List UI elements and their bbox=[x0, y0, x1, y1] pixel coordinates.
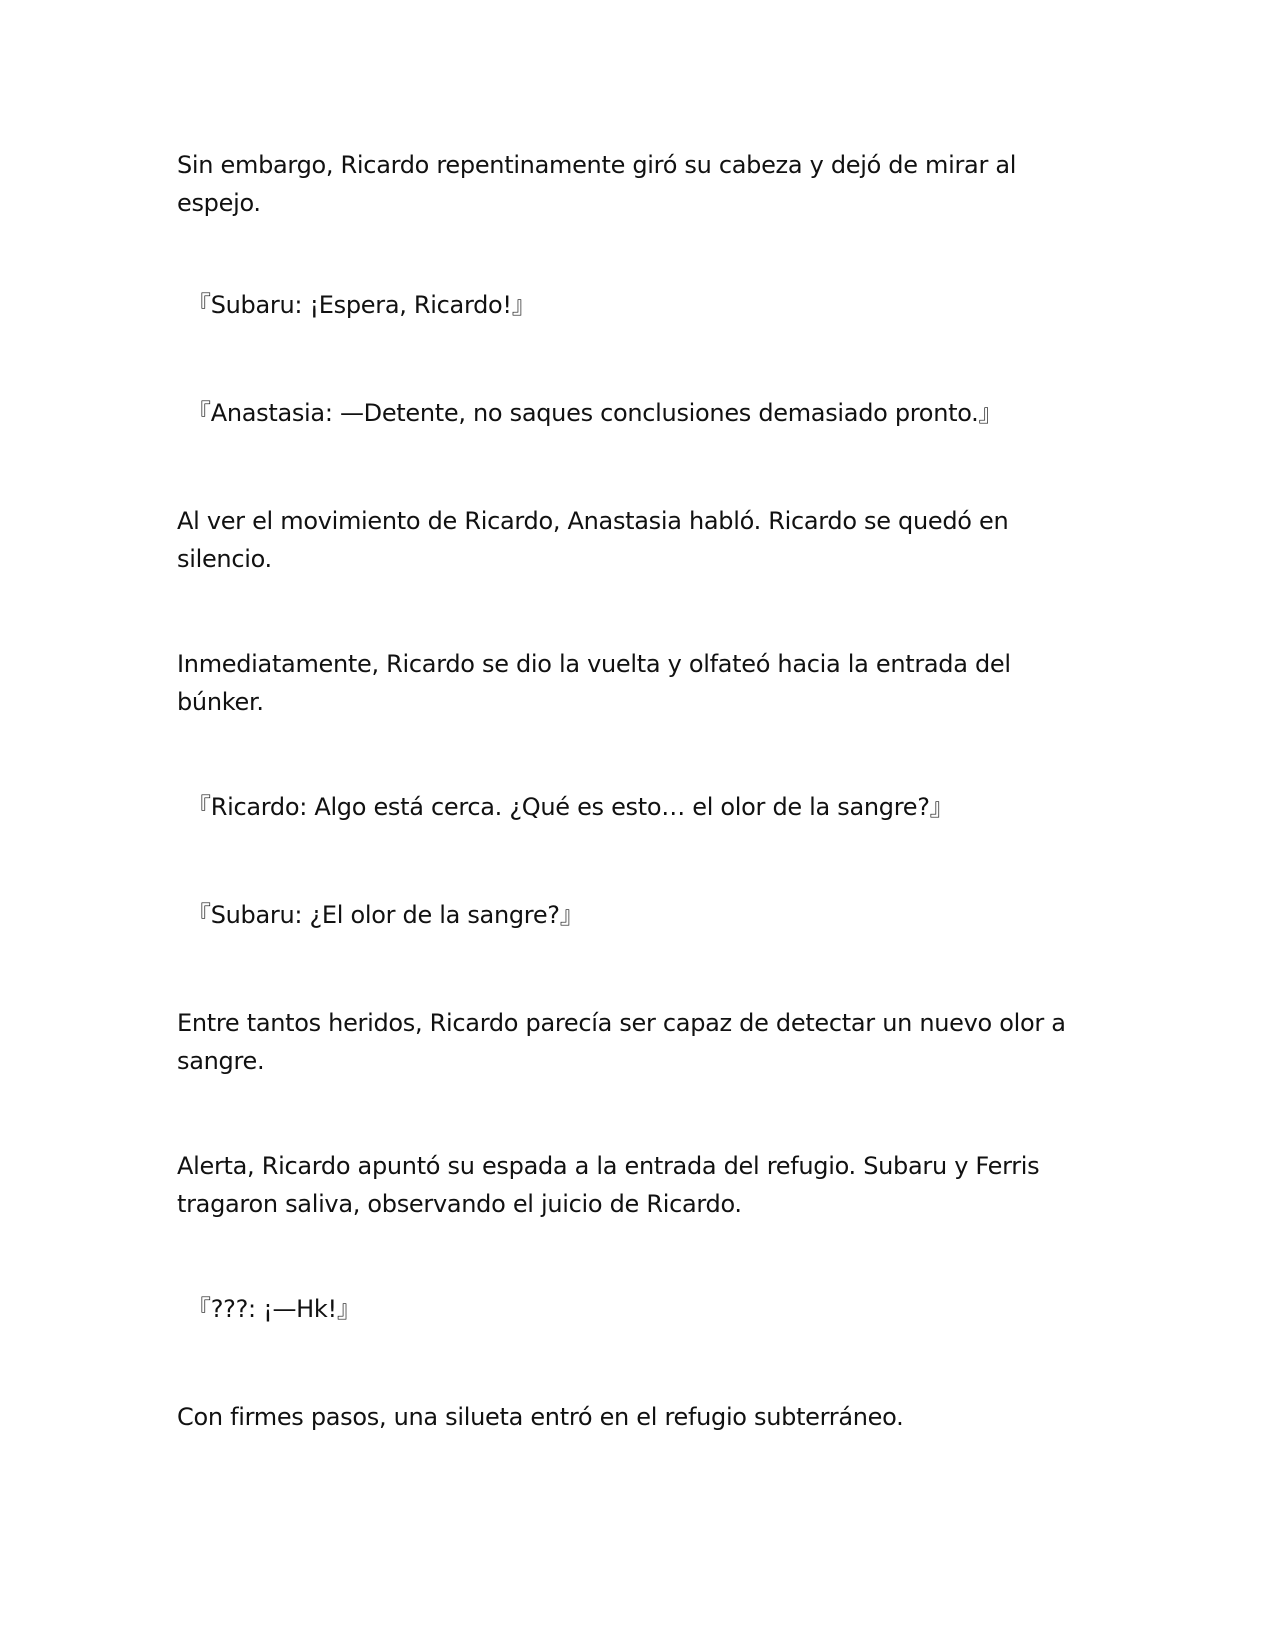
paragraph-narration: Sin embargo, Ricardo repentinamente giró su cabeza y dejó de mirar al espejo. bbox=[177, 151, 1017, 217]
paragraph-dialogue: 『???: ¡—Hk!』 bbox=[187, 1295, 361, 1323]
paragraph-dialogue: 『Subaru: ¿El olor de la sangre?』 bbox=[187, 901, 584, 929]
paragraph-narration: Entre tantos heridos, Ricardo parecía ser capaz de detectar un nuevo olor a sangre. bbox=[177, 1009, 1066, 1075]
paragraph-narration: Alerta, Ricardo apuntó su espada a la entrada del refugio. Subaru y Ferris tragaron saliva, observando el juicio de Ricardo. bbox=[177, 1152, 1040, 1218]
paragraph-dialogue: 『Anastasia: —Detente, no saques conclusiones demasiado pronto.』 bbox=[187, 399, 1003, 427]
paragraph-dialogue: 『Subaru: ¡Espera, Ricardo!』 bbox=[187, 291, 536, 319]
paragraph-narration: Inmediatamente, Ricardo se dio la vuelta y olfateó hacia la entrada del búnker. bbox=[177, 650, 1011, 716]
paragraph-dialogue: 『Ricardo: Algo está cerca. ¿Qué es esto… el olor de la sangre?』 bbox=[187, 793, 954, 821]
paragraph-narration: Con firmes pasos, una silueta entró en el refugio subterráneo. bbox=[177, 1403, 904, 1431]
paragraph-narration: Al ver el movimiento de Ricardo, Anastasia habló. Ricardo se quedó en silencio. bbox=[177, 507, 1009, 573]
